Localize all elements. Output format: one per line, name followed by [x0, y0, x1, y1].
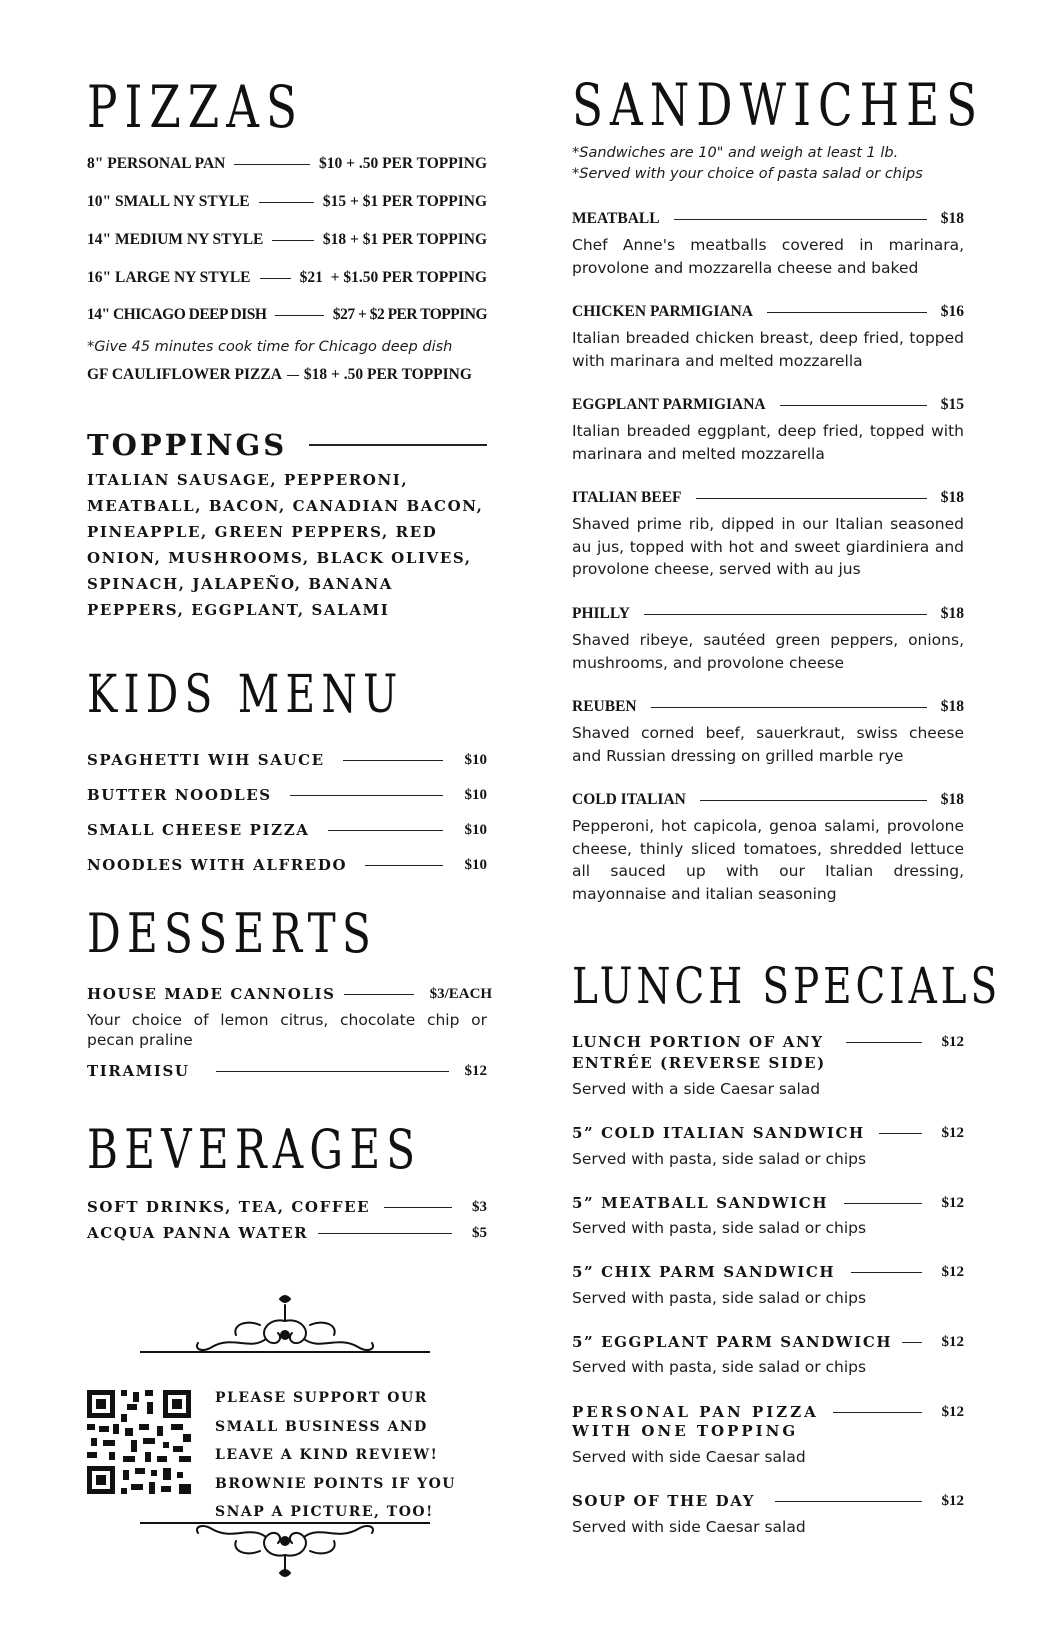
item-description: Served with pasta, side salad or chips	[572, 1219, 867, 1237]
leader-line	[344, 994, 414, 995]
item-price: $16	[940, 303, 964, 320]
menu-item	[87, 821, 487, 839]
item-price: $18	[940, 489, 964, 506]
leader-line	[700, 800, 927, 801]
item-price: $18	[940, 210, 964, 227]
item-name: 16" LARGE NY STYLE	[87, 269, 251, 286]
item-price: $10	[464, 856, 487, 873]
menu-item	[87, 193, 487, 211]
item-name: 8" PERSONAL PAN	[87, 155, 226, 172]
leader-line	[696, 498, 927, 499]
leader-line	[365, 865, 442, 866]
menu-item	[87, 1198, 487, 1216]
item-name: CHICKEN PARMIGIANA	[572, 303, 753, 320]
item-name: ACQUA PANNA WATER	[87, 1224, 309, 1242]
leader-line	[290, 795, 443, 796]
desserts-title: DESSERTS	[87, 902, 378, 965]
leader-line	[833, 1412, 922, 1413]
qr-code[interactable]	[87, 1390, 191, 1494]
item-price: $12	[941, 1263, 964, 1280]
item-price: $18 + .50 PER TOPPING	[303, 366, 472, 383]
item-price: $10	[464, 751, 487, 768]
toppings-header	[87, 428, 487, 462]
leader-line	[644, 614, 927, 615]
leader-line	[328, 830, 443, 831]
item-price: $15 + $1 PER TOPPING	[322, 193, 487, 210]
menu-item	[87, 366, 487, 384]
item-price: $18	[940, 698, 964, 715]
item-price: $18	[940, 791, 964, 808]
pizzas-title: PIZZAS	[87, 73, 304, 141]
menu-item	[572, 791, 964, 809]
item-name: PERSONAL PAN PIZZA	[572, 1403, 819, 1421]
item-name: 5” MEATBALL SANDWICH	[572, 1194, 829, 1212]
menu-item	[572, 303, 964, 321]
item-price: $12	[941, 1333, 964, 1350]
item-price: $15	[940, 396, 964, 413]
leader-line	[879, 1133, 922, 1134]
item-name-continued: ENTRÉE (REVERSE SIDE)	[572, 1054, 826, 1072]
leader-line	[846, 1042, 922, 1043]
item-description: Shaved prime rib, dipped in our Italian seasoned au jus, topped with hot and sweet giardiniera and provolone cheese, served with au jus	[572, 515, 964, 578]
item-description: Italian breaded chicken breast, deep fried, topped with marinara and melted mozzarella	[572, 329, 964, 370]
item-price: $18 + $1 PER TOPPING	[322, 231, 487, 248]
item-name: 14" MEDIUM NY STYLE	[87, 231, 264, 248]
leader-line	[272, 240, 313, 241]
item-price: $12	[941, 1492, 964, 1509]
menu-item	[87, 751, 487, 769]
item-name: SOUP OF THE DAY	[572, 1492, 756, 1510]
sandwiches-title: SANDWICHES	[572, 71, 985, 139]
menu-item	[87, 231, 487, 249]
item-price: $12	[941, 1403, 964, 1420]
item-name: SMALL CHEESE PIZZA	[87, 821, 310, 839]
menu-item	[87, 1224, 487, 1242]
item-description: Served with pasta, side salad or chips	[572, 1358, 867, 1376]
item-name: TIRAMISU	[87, 1062, 190, 1080]
ornament-divider	[140, 1515, 430, 1577]
leader-line	[851, 1272, 921, 1273]
sandwich-note: *Sandwiches are 10" and weigh at least 1 lb.	[572, 145, 899, 161]
leader-line	[902, 1342, 921, 1343]
item-price: $5	[472, 1224, 487, 1241]
menu-item	[87, 856, 487, 874]
ornament-divider	[140, 1295, 430, 1361]
item-description: Served with side Caesar salad	[572, 1518, 806, 1536]
item-name: LUNCH PORTION OF ANY	[572, 1033, 824, 1051]
item-name: EGGPLANT PARMIGIANA	[572, 396, 766, 413]
item-name: PHILLY	[572, 605, 631, 622]
item-name: BUTTER NOODLES	[87, 786, 272, 804]
menu-item	[87, 786, 487, 804]
menu-item	[87, 985, 493, 1003]
item-description: Italian breaded eggplant, deep fried, topped with marinara and melted mozzarella	[572, 422, 964, 463]
item-name: HOUSE MADE CANNOLIS	[87, 985, 336, 1003]
leader-line	[674, 219, 927, 220]
leader-line	[287, 375, 299, 376]
item-price: $21 + $1.50 PER TOPPING	[299, 269, 487, 286]
item-name: ITALIAN BEEF	[572, 489, 682, 506]
item-name: MEATBALL	[572, 210, 660, 227]
item-name: 10" SMALL NY STYLE	[87, 193, 250, 210]
menu-item	[87, 306, 487, 324]
leader-line	[651, 707, 927, 708]
support-message: PLEASE SUPPORT OUR SMALL BUSINESS AND LEAVE A KIND REVIEW! BROWNIE POINTS IF YOU SNAP A PICTURE, TOO!	[215, 1390, 457, 1520]
item-name: 5” COLD ITALIAN SANDWICH	[572, 1124, 865, 1142]
item-price: $10	[464, 786, 487, 803]
leader-line	[216, 1071, 449, 1072]
leader-line	[260, 278, 291, 279]
leader-line	[775, 1501, 921, 1502]
item-price: $12	[941, 1033, 964, 1050]
leader-line	[259, 202, 314, 203]
item-description: Served with side Caesar salad	[572, 1448, 806, 1466]
item-description: Served with pasta, side salad or chips	[572, 1150, 867, 1168]
item-description: Your choice of lemon citrus, chocolate chip or pecan praline	[87, 1011, 487, 1049]
item-name: NOODLES WITH ALFREDO	[87, 856, 348, 874]
leader-line	[844, 1203, 921, 1204]
menu-item	[572, 489, 964, 507]
item-price: $27 + $2 PER TOPPING	[332, 306, 487, 323]
item-price: $12	[464, 1062, 487, 1079]
item-description: Shaved corned beef, sauerkraut, swiss cheese and Russian dressing on grilled marble rye	[572, 724, 964, 765]
lunch-specials-title: LUNCH SPECIALS	[572, 957, 1002, 1015]
leader-line	[780, 405, 927, 406]
menu-item	[572, 1333, 964, 1351]
item-price: $3/EACH	[429, 985, 493, 1002]
item-price: $10 + .50 PER TOPPING	[318, 155, 487, 172]
item-name: GF CAULIFLOWER PIZZA	[87, 366, 282, 383]
leader-line	[343, 760, 443, 761]
item-price: $18	[940, 605, 964, 622]
item-description: Served with pasta, side salad or chips	[572, 1289, 867, 1307]
item-name: SOFT DRINKS, TEA, COFFEE	[87, 1198, 371, 1216]
leader-line	[384, 1207, 452, 1208]
item-price: $10	[464, 821, 487, 838]
menu-item	[572, 396, 964, 414]
item-name-continued: WITH ONE TOPPING	[572, 1422, 799, 1440]
item-description: Pepperoni, hot capicola, genoa salami, provolone cheese, thinly sliced tomatoes, shredded lettuce all sauced up with our Italian dressing, mayonnaise and italian seasoning	[572, 817, 964, 903]
item-name: REUBEN	[572, 698, 637, 715]
beverages-title: BEVERAGES	[87, 1118, 422, 1181]
menu-item	[572, 1194, 964, 1212]
kids-menu-title: KIDS MENU	[87, 665, 404, 725]
menu-item	[572, 1263, 964, 1281]
toppings-title: TOPPINGS	[87, 428, 288, 462]
leader-line	[767, 312, 927, 313]
menu-item	[572, 605, 964, 623]
item-description: Chef Anne's meatballs covered in marinara, provolone and mozzarella cheese and baked	[572, 236, 964, 277]
item-price: $3	[472, 1198, 487, 1215]
leader-line	[275, 315, 323, 316]
menu-item	[572, 1124, 964, 1142]
menu-item	[572, 698, 964, 716]
menu-item	[572, 1492, 964, 1510]
item-description: Served with a side Caesar salad	[572, 1080, 821, 1098]
deep-dish-note: *Give 45 minutes cook time for Chicago deep dish	[87, 339, 453, 355]
item-name: 14" CHICAGO DEEP DISH	[87, 306, 267, 323]
menu-item	[572, 1403, 964, 1421]
menu-item	[87, 155, 487, 173]
item-description: Shaved ribeye, sautéed green peppers, onions, mushrooms, and provolone cheese	[572, 631, 964, 672]
item-name: COLD ITALIAN	[572, 791, 686, 808]
menu-item	[87, 1062, 487, 1080]
menu-item	[572, 210, 964, 228]
item-name: 5” EGGPLANT PARM SANDWICH	[572, 1333, 893, 1351]
menu-item	[572, 1033, 964, 1051]
menu-item	[87, 269, 487, 287]
item-name: SPAGHETTI WIH SAUCE	[87, 751, 325, 769]
leader-line	[234, 164, 310, 165]
leader-line	[309, 444, 487, 446]
item-price: $12	[941, 1194, 964, 1211]
sandwich-note: *Served with your choice of pasta salad or chips	[572, 166, 923, 182]
toppings-list: ITALIAN SAUSAGE, PEPPERONI, MEATBALL, BACON, CANADIAN BACON, PINEAPPLE, GREEN PEPPERS, RED ONION, MUSHROOMS, BLACK OLIVES, SPINACH, JALAPEÑO, BANANA PEPPERS, EGGPLANT, SALAMI	[87, 471, 484, 619]
item-name: 5” CHIX PARM SANDWICH	[572, 1263, 836, 1281]
leader-line	[318, 1233, 452, 1234]
item-price: $12	[941, 1124, 964, 1141]
